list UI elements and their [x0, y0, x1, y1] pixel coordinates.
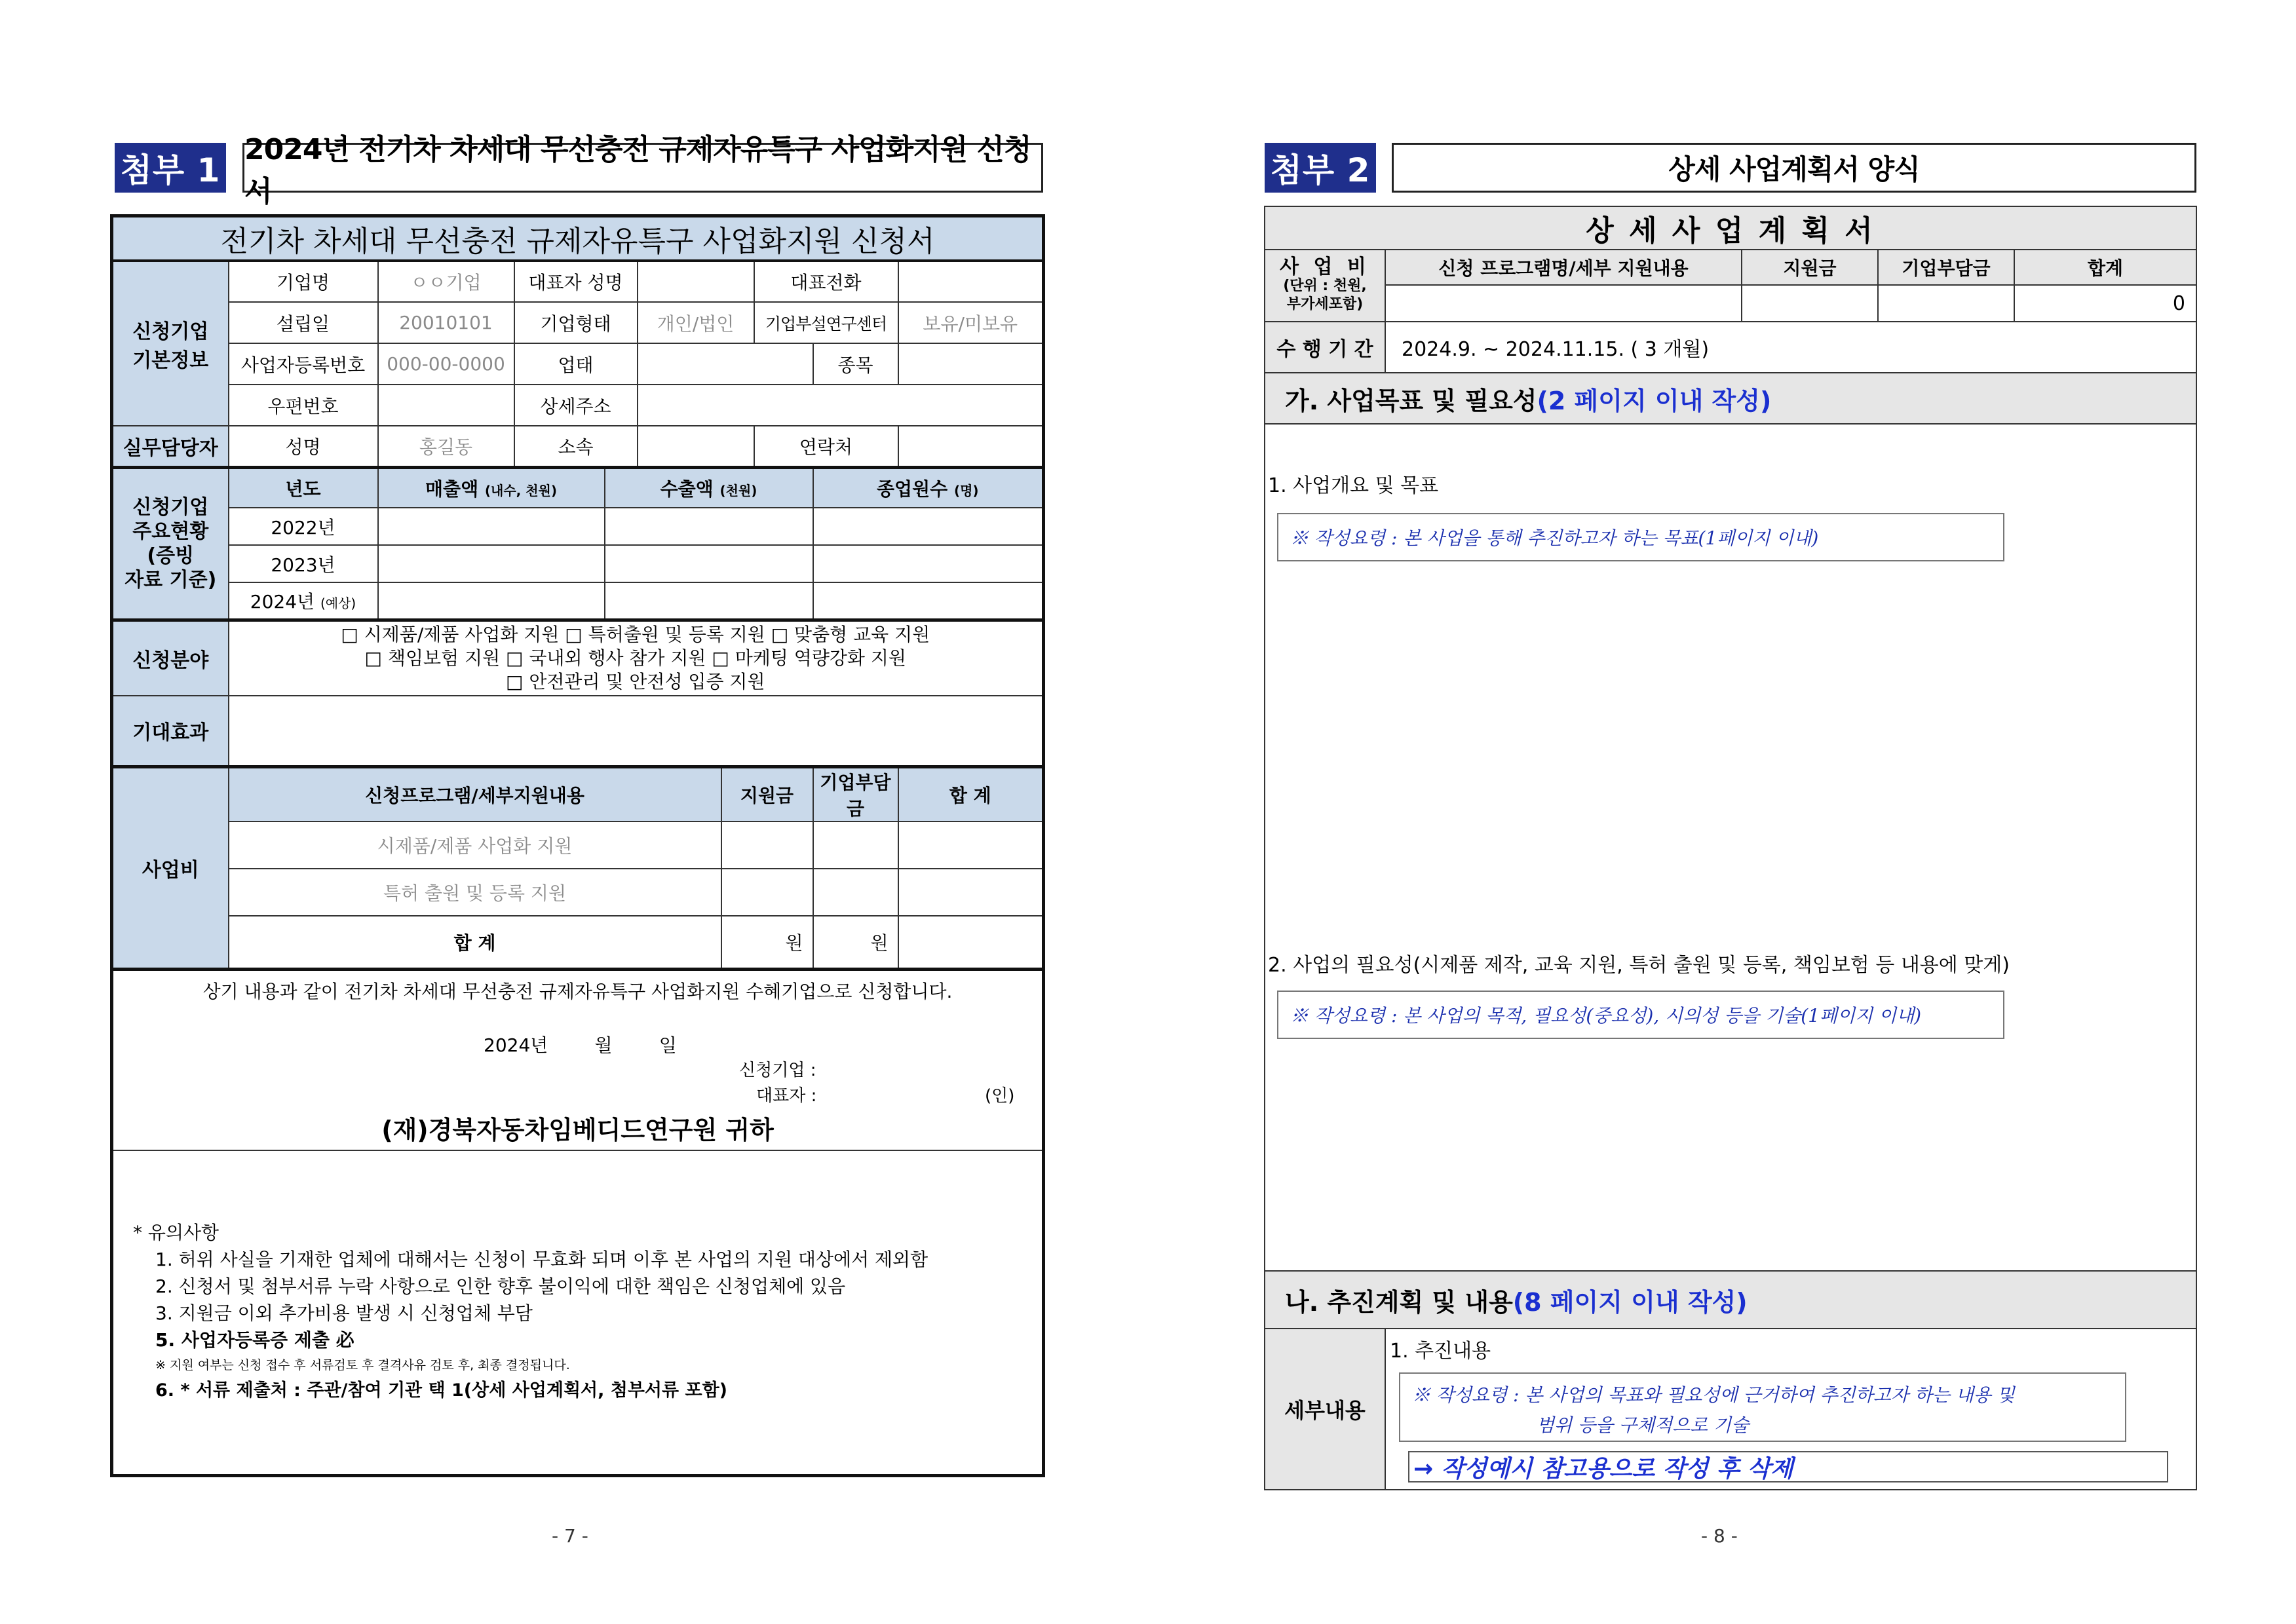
established-label: 설립일	[229, 302, 378, 343]
lab-value[interactable]: 보유/미보유	[898, 302, 1044, 343]
note-small: ※ 지원 여부는 신청 접수 후 서류검토 후 결격사유 검토 후, 최종 결정됩니다.	[155, 1357, 570, 1372]
attachment-badge: 첨부 2	[1265, 143, 1376, 193]
period-label: 수 행 기 간	[1265, 322, 1385, 373]
ceo-value[interactable]	[638, 261, 754, 302]
note-item: 1. 허위 사실을 기재한 업체에 대해서는 신청이 무효화 되며 이후 본 사업의 지원 대상에서 제외함	[155, 1248, 928, 1270]
program-value[interactable]	[1385, 285, 1742, 322]
type-label: 기업형태	[514, 302, 638, 343]
date-line: 2024년 월 일	[484, 1034, 677, 1056]
contact-phone-value[interactable]	[898, 426, 1044, 467]
note-item: 3. 지원금 이외 추가비용 발생 시 신청업체 부담	[155, 1302, 533, 1324]
application-form	[110, 214, 1045, 1477]
cost-sum-company[interactable]: 원	[813, 916, 898, 970]
cost-row-1-support[interactable]	[721, 821, 813, 869]
field-options-line3[interactable]: □ 안전관리 및 안전성 입증 지원	[505, 670, 765, 692]
lab-label: 기업부설연구센터	[754, 302, 898, 343]
year-2023: 2023년	[229, 545, 378, 582]
representative-label: 대표자 :	[756, 1086, 817, 1106]
note-item: 5. 사업자등록증 제출 必	[155, 1329, 354, 1351]
ceo-label: 대표자 성명	[514, 261, 638, 302]
field-label: 신청분야	[112, 620, 229, 696]
cost-row-1-program: 시제품/제품 사업화 지원	[229, 821, 721, 869]
cost-sum-support[interactable]: 원	[721, 916, 813, 970]
bizno-label: 사업자등록번호	[229, 343, 378, 385]
declaration-cell	[112, 970, 1044, 1150]
cost-support-header: 지원금	[721, 766, 813, 821]
employees-header: 종업원수 (명)	[813, 467, 1044, 508]
form-title: 전기차 차세대 무선충전 규제자유특구 사업화지원 신청서	[112, 216, 1044, 261]
cost-unit: (단위 : 천원, 부가세포함)	[1283, 278, 1367, 312]
program-header: 신청 프로그램명/세부 지원내용	[1385, 250, 1742, 285]
section-b-note: (8 페이지 이내 작성)	[1512, 1287, 1748, 1317]
address-label: 상세주소	[514, 385, 638, 426]
year-2022: 2022년	[229, 508, 378, 545]
effect-label: 기대효과	[112, 696, 229, 766]
cost-row-1-company[interactable]	[813, 821, 898, 869]
effect-value[interactable]	[229, 696, 1044, 766]
applicant-label: 신청기업 :	[739, 1061, 816, 1080]
basic-info-label: 신청기업 기본정보	[112, 261, 229, 426]
cost-row-2-program: 특허 출원 및 등록 지원	[229, 869, 721, 916]
phone-label: 대표전화	[754, 261, 898, 302]
detail-body[interactable]	[1385, 1329, 2196, 1490]
seal-mark: (인)	[985, 1086, 1015, 1106]
notes-title: * 유의사항	[133, 1221, 220, 1243]
cost-company-header: 기업부담금	[813, 766, 898, 821]
cost-label: 사업비	[112, 766, 229, 970]
item-value[interactable]	[898, 343, 1044, 385]
page-number: - 7 -	[552, 1525, 588, 1547]
detail-item: 1. 추진내용	[1390, 1340, 1491, 1363]
section-a-body[interactable]	[1265, 424, 2196, 1271]
item-label: 종목	[813, 343, 898, 385]
contact-name-label: 성명	[229, 426, 378, 467]
cost-label: 사 업 비	[1280, 255, 1370, 278]
cost-row-1-total[interactable]	[898, 821, 1044, 869]
year-2024: 2024년 (예상)	[229, 582, 378, 620]
cost-total-header: 합 계	[898, 766, 1044, 821]
sales-2024[interactable]	[378, 582, 605, 620]
item-2-label: 2. 사업의 필요성(시제품 제작, 교육 지원, 특허 출원 및 등록, 책임보험 등 내용에 맞게)	[1268, 954, 2010, 977]
section-a-note: (2 페이지 이내 작성)	[1537, 386, 1772, 415]
industry-value[interactable]	[638, 343, 813, 385]
zip-value[interactable]	[378, 385, 514, 426]
cost-sum-label: 합 계	[229, 916, 721, 970]
company-name-value[interactable]: ㅇㅇ기업	[378, 261, 514, 302]
page-title: 상세 사업계획서 양식	[1392, 143, 2196, 193]
cost-row-2-total[interactable]	[898, 869, 1044, 916]
total-value[interactable]: 0	[2014, 285, 2196, 322]
sales-header: 매출액 (내수, 천원)	[378, 467, 605, 508]
declaration-text: 상기 내용과 같이 전기차 차세대 무선충전 규제자유특구 사업화지원 수혜기업으로 신청합니다.	[202, 981, 953, 1002]
cost-row-2-company[interactable]	[813, 869, 898, 916]
year-header: 년도	[229, 467, 378, 508]
note-item: 2. 신청서 및 첨부서류 누락 사항으로 인한 향후 불이익에 대한 책임은 신청업체에 있음	[155, 1275, 846, 1297]
recipient: (재)경북자동차임베디드연구원 귀하	[381, 1116, 774, 1144]
export-2023[interactable]	[605, 545, 813, 582]
status-label: 신청기업 주요현황 (증빙 자료 기준)	[112, 467, 229, 620]
dept-value[interactable]	[638, 426, 754, 467]
contact-name-value[interactable]: 홍길동	[378, 426, 514, 467]
guide-2: ※ 작성요령 : 본 사업의 목적, 필요성(중요성), 시의성 등을 기술(1페이지 이내)	[1277, 991, 2004, 1039]
employees-2024[interactable]	[813, 582, 1044, 620]
form-title: 상 세 사 업 계 획 서	[1265, 206, 2196, 250]
cost-sum-total[interactable]	[898, 916, 1044, 970]
total-header: 합계	[2014, 250, 2196, 285]
established-value[interactable]: 20010101	[378, 302, 514, 343]
sales-2022[interactable]	[378, 508, 605, 545]
export-header: 수출액 (천원)	[605, 467, 813, 508]
address-value[interactable]	[638, 385, 1044, 426]
sales-2023[interactable]	[378, 545, 605, 582]
dept-label: 소속	[514, 426, 638, 467]
field-options-line1[interactable]: □ 시제품/제품 사업화 지원 □ 특허출원 및 등록 지원 □ 맞춤형 교육 지원	[341, 623, 930, 645]
guide-3	[1399, 1372, 2126, 1442]
contact-label: 실무담당자	[112, 426, 229, 467]
section-a-header: 가. 사업목표 및 필요성(2 페이지 이내 작성)	[1265, 373, 2196, 424]
support-value[interactable]	[1742, 285, 1878, 322]
cost-label-cell	[1265, 250, 1385, 322]
business-plan-form	[1264, 206, 2197, 1490]
contact-phone-label: 연락처	[754, 426, 898, 467]
support-header: 지원금	[1742, 250, 1878, 285]
cost-program-header: 신청프로그램/세부지원내용	[229, 766, 721, 821]
period-value[interactable]: 2024.9. ~ 2024.11.15. ( 3 개월)	[1385, 322, 2196, 373]
type-value[interactable]: 개인/법인	[638, 302, 754, 343]
employees-2022[interactable]	[813, 508, 1044, 545]
item-1-label: 1. 사업개요 및 목표	[1268, 474, 1439, 497]
company-header: 기업부담금	[1878, 250, 2014, 285]
company-value[interactable]	[1878, 285, 2014, 322]
phone-value[interactable]	[898, 261, 1044, 302]
company-name-label: 기업명	[229, 261, 378, 302]
zip-label: 우편번호	[229, 385, 378, 426]
bizno-value[interactable]: 000-00-0000	[378, 343, 514, 385]
guide-3-line1: ※ 작성요령 : 본 사업의 목표와 필요성에 근거하여 추진하고자 하는 내용 및	[1412, 1384, 2015, 1406]
field-options[interactable]	[229, 620, 1044, 696]
page-number: - 8 -	[1701, 1525, 1738, 1547]
page-title: 2024년 전기차 차세대 무선충전 규제자유특구 사업화지원 신청서	[242, 143, 1043, 193]
example-note: → 작성예시 참고용으로 작성 후 삭제	[1408, 1451, 2168, 1482]
export-2022[interactable]	[605, 508, 813, 545]
notes-cell	[112, 1150, 1044, 1476]
attachment-badge: 첨부 1	[115, 143, 226, 193]
guide-3-line2: 범위 등을 구체적으로 기술	[1537, 1414, 1750, 1436]
field-options-line2[interactable]: □ 책임보험 지원 □ 국내외 행사 참가 지원 □ 마케팅 역량강화 지원	[364, 647, 906, 669]
note-item: 6. * 서류 제출처 : 주관/참여 기관 택 1(상세 사업계획서, 첨부서류 포함)	[155, 1380, 727, 1401]
section-b-header: 나. 추진계획 및 내용(8 페이지 이내 작성)	[1265, 1271, 2196, 1329]
cost-row-2-support[interactable]	[721, 869, 813, 916]
employees-2023[interactable]	[813, 545, 1044, 582]
industry-label: 업태	[514, 343, 638, 385]
detail-label: 세부내용	[1265, 1329, 1385, 1490]
export-2024[interactable]	[605, 582, 813, 620]
guide-1: ※ 작성요령 : 본 사업을 통해 추진하고자 하는 목표(1페이지 이내)	[1277, 513, 2004, 561]
